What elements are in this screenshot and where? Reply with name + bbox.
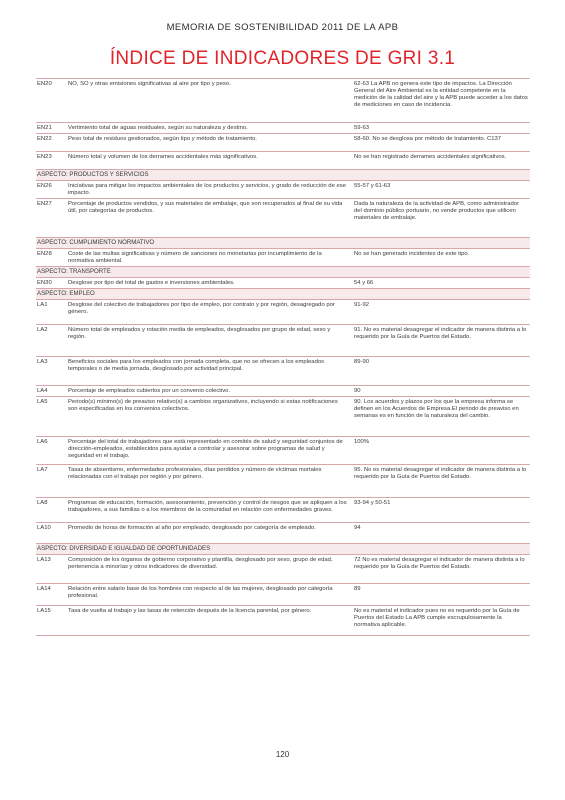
indicator-code: LA5 (37, 399, 48, 405)
indicator-response: 89-90 (354, 359, 370, 365)
table-row (36, 522, 530, 543)
indicator-code: EN27 (37, 201, 52, 207)
section-header-row (36, 266, 530, 277)
indicator-code: LA10 (37, 525, 51, 531)
indicator-response: 54 y 66 (354, 280, 374, 286)
indicator-response: 55-57 y 61-63 (354, 183, 391, 189)
table-row (36, 583, 530, 605)
table-row (36, 324, 530, 356)
indicator-description: Beneficios sociales para los empleados con jornada completa, que no se ofrecen a los empleados temporales o de media jornada, desglosado por actividad principal. (68, 359, 325, 373)
indicator-response: 91-92 (354, 302, 370, 308)
indicator-code: EN23 (37, 154, 52, 160)
table-row (36, 385, 530, 396)
indicator-response: 94 (354, 525, 361, 531)
indicator-description: Porcentaje de productos vendidos, y sus materiales de embalaje, que son recuperados al final de su vida útil, por categorías de productos. (68, 201, 343, 215)
indicator-code: EN21 (37, 125, 52, 131)
indicator-response: 90 (354, 388, 361, 394)
indicator-response: No es material el indicador pues no es requerido por la Guía de Puertos del Estado La APB cumple escrupulosamente la normativa aplicable. (354, 608, 520, 629)
indicator-description: Promedio de horas de formación al año por empleado, desglosado por categoría de empleado. (68, 525, 316, 531)
indicator-description: NO, SO y otras emisiones significativas al aire por tipo y peso. (68, 81, 231, 87)
indicator-code: LA15 (37, 608, 51, 614)
indicators-table (36, 78, 530, 636)
indicator-description: Número total de empleados y rotación media de empleados, desglosados por grupo de edad, sexo y región. (68, 327, 331, 341)
indicator-code: LA1 (37, 302, 48, 308)
table-row (36, 436, 530, 464)
indicator-description: Tasa de vuelta al trabajo y las tasas de retención después de la licencia parental, por género. (68, 608, 312, 614)
table-row (36, 78, 530, 122)
table-row (36, 356, 530, 385)
indicator-code: EN26 (37, 183, 52, 189)
table-row (36, 277, 530, 288)
table-row (36, 464, 530, 497)
indicator-response: 90. Los acuerdos y plazos por los que la empresa informa se definen en los Acuerdos de Empresa.El periodo de preaviso en semanas es en función de la naturaleza del cambio. (354, 399, 519, 420)
indicator-description: Desglose del colectivo de trabajadores por tipo de empleo, por contrato y por región, desagregado por género. (68, 302, 335, 316)
indicator-code: LA14 (37, 586, 51, 592)
section-header-row (36, 288, 530, 299)
indicator-code: LA3 (37, 359, 48, 365)
table-row (36, 497, 530, 522)
indicator-response: Dada la naturaleza de la actividad de APB, como administrador del dominio público portuario, no vende productos que utilicen materiales de embalaje. (354, 201, 520, 222)
indicator-response: 91. No es material desagregar el indicador de manera distinta a lo requerido por la Guía de Puertos del Estado. (354, 327, 527, 341)
section-header: ASPECTO: EMPLEO (36, 289, 530, 299)
table-row (36, 122, 530, 133)
indicator-description: Desglose por tipo del total de gastos e inversiones ambientales. (68, 280, 235, 286)
table-row (36, 605, 530, 636)
indicator-code: LA7 (37, 467, 48, 473)
indicator-response: 95. No es material desagregar el indicador de manera distinta a lo requerido por la Guía de Puertos del Estado. (354, 467, 527, 481)
section-header: ASPECTO: CUMPLIMIENTO NORMATIVO (36, 238, 530, 248)
indicator-description: Número total y volumen de los derrames accidentales más significativos. (68, 154, 258, 160)
indicator-response: 93-94 y 50-51 (354, 500, 391, 506)
section-header-row (36, 237, 530, 248)
indicator-response: 59-63 (354, 125, 370, 131)
page-title: ÍNDICE DE INDICADORES DE GRI 3.1 (109, 48, 456, 69)
table-row (36, 133, 530, 151)
indicator-description: Periodo(s) mínimo(s) de preaviso relativo(s) a cambios organizativos, incluyendo si estas notificaciones son especificadas en los convenios colectivos. (68, 399, 338, 413)
indicator-code: EN20 (37, 81, 52, 87)
indicator-description: Iniciativas para mitigar los impactos ambientales de los productos y servicios, y grado de reducción de ese impacto. (68, 183, 346, 197)
table-row (36, 554, 530, 583)
section-header: ASPECTO: PRODUCTOS Y SERVICIOS (36, 170, 530, 180)
indicator-code: LA8 (37, 500, 48, 506)
table-row (36, 151, 530, 169)
indicator-description: Peso total de residuos gestionados, según tipo y método de tratamiento. (68, 136, 257, 142)
indicator-code: EN28 (37, 251, 52, 257)
section-header-row (36, 169, 530, 180)
document-header: MEMORIA DE SOSTENIBILIDAD 2011 DE LA APB (166, 22, 399, 33)
page-number: 120 (275, 750, 290, 759)
indicator-code: LA6 (37, 439, 48, 445)
indicator-description: Vertimiento total de aguas residuales, según su naturaleza y destino. (68, 125, 248, 131)
indicator-response: No se han registrado derrames accidentales significativos. (354, 154, 507, 160)
indicator-description: Programas de educación, formación, asesoramiento, prevención y control de riesgos que se apliquen a los trabajadores, a sus familias o a los miembros de la comunidad en relación con enfermedades graves. (68, 500, 347, 514)
indicator-response: 100% (354, 439, 370, 445)
section-header: ASPECTO: DIVERSIDAD E IGUALDAD DE OPORTUNIDADES (36, 544, 530, 554)
indicator-description: Coste de las multas significativas y número de sanciones no monetarias por incumplimiento de la normativa ambiental. (68, 251, 322, 265)
indicator-response: 72 No es material desagregar el indicador de manera distinta a lo requerido por la Guía de Puertos del Estado. (354, 557, 525, 571)
indicator-description: Tasas de absentismo, enfermedades profesionales, días perdidos y número de víctimas mortales relacionadas con el trabajo por región y por género. (68, 467, 322, 481)
indicator-code: EN22 (37, 136, 52, 142)
indicator-response: 62-63 La APB no genera este tipo de impactos. La Dirección General del Aire Ambiental es la entidad competente en la medición de la calidad del aire y la APB puede acceder a los datos de mediciones en caso de incidencia. (354, 81, 528, 109)
section-header-row (36, 543, 530, 554)
table-row (36, 299, 530, 324)
table-row (36, 248, 530, 266)
indicator-description: Porcentaje de empleados cubiertos por un convenio colectivo. (68, 388, 231, 394)
indicator-code: LA13 (37, 557, 51, 563)
indicator-description: Composición de los órganos de gobierno corporativo y plantilla, desglosado por sexo, grupo de edad, pertenencia a minorías y otros indicadores de diversidad. (68, 557, 333, 571)
indicator-response: 89 (354, 586, 361, 592)
section-header: ASPECTO: TRANSPORTE (36, 267, 530, 277)
indicator-response: 58-60. No se desglosa por método de tratamiento. C137 (354, 136, 502, 142)
indicator-code: EN30 (37, 280, 52, 286)
table-row (36, 396, 530, 436)
indicator-code: LA2 (37, 327, 48, 333)
indicator-description: Porcentaje del total de trabajadores que está representado en comités de salud y seguridad conjuntos de dirección-empleados, establecidos para ayudar a controlar y asesorar sobre programas de salud y seguridad en el trabajo. (68, 439, 343, 460)
indicator-response: No se han generado incidentes de este tipo. (354, 251, 470, 257)
indicator-description: Relación entre salario base de los hombres con respecto al de las mujeres, desglosado por categoría profesional. (68, 586, 333, 600)
table-row (36, 180, 530, 198)
indicator-code: LA4 (37, 388, 48, 394)
table-row (36, 198, 530, 237)
